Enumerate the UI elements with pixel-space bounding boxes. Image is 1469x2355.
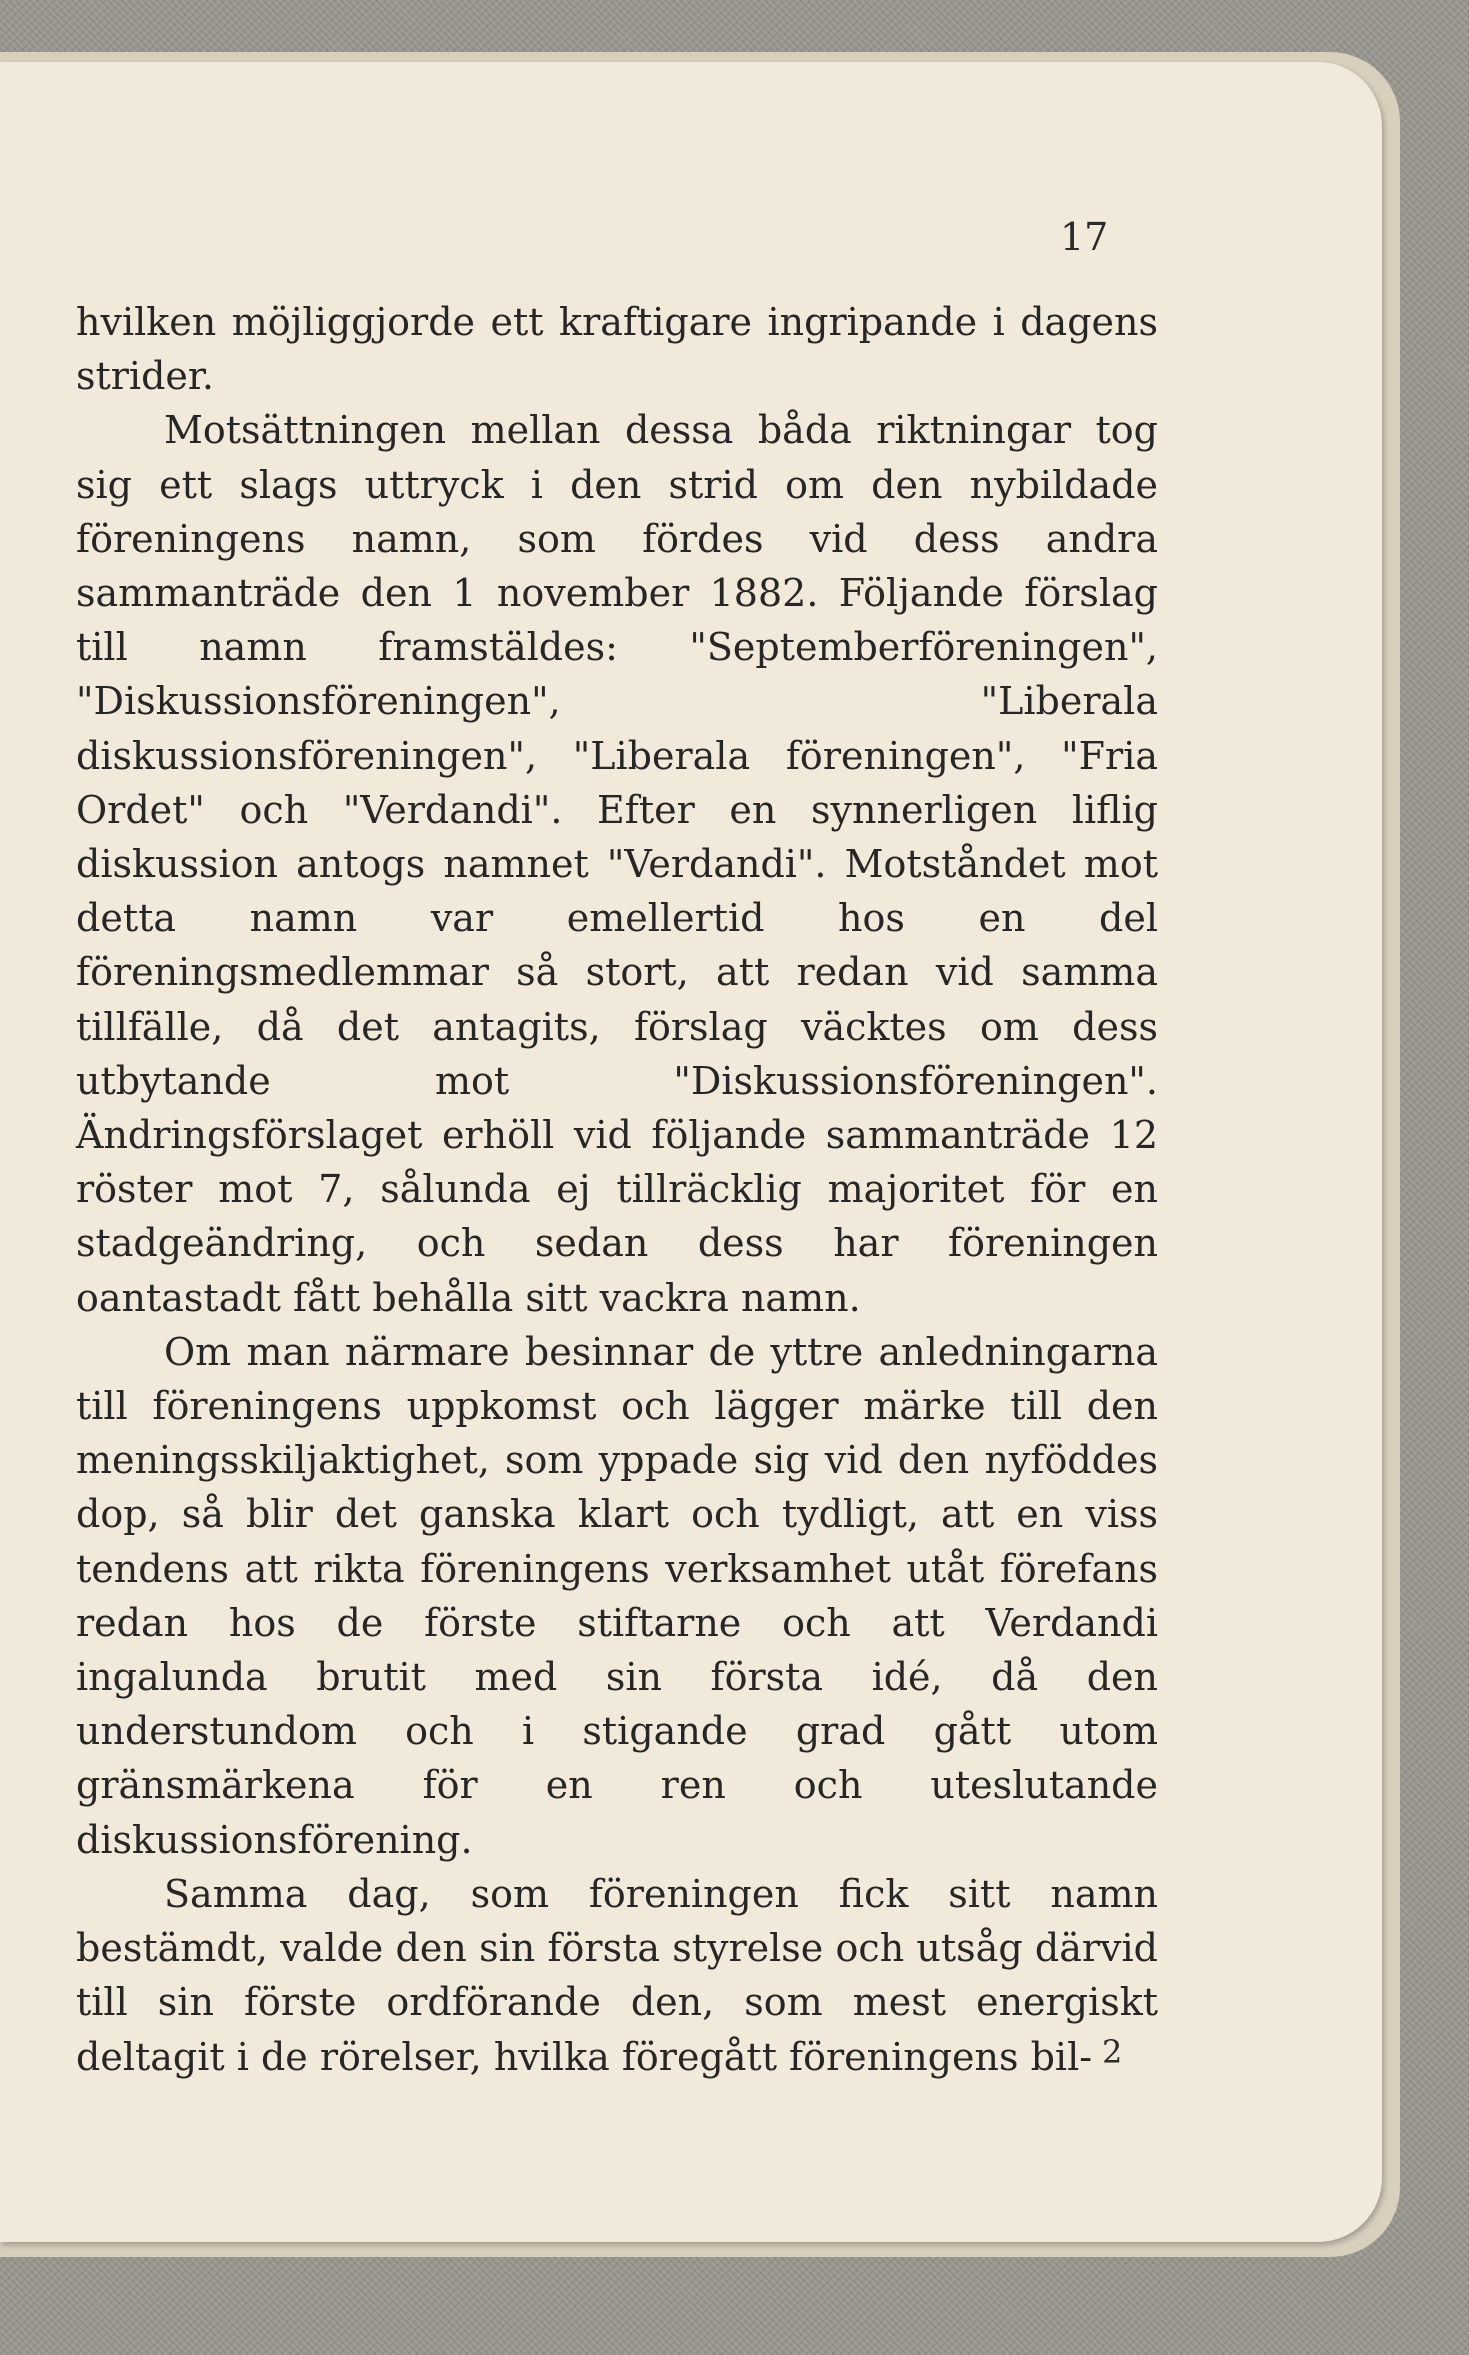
body-text bbox=[76, 295, 1158, 2084]
paragraph-1: hvilken möjliggjorde ett kraftigare ingripande i dagens strider. bbox=[76, 300, 1158, 399]
signature-mark: 2 bbox=[1102, 2033, 1123, 2071]
page-number: 17 bbox=[1060, 215, 1109, 259]
paragraph-4: Samma dag, som föreningen fick sitt namn bestämdt, valde den sin första styrelse och utsåg därvid till sin förste ordförande den, som mest energiskt deltagit i de rörelser, hvilka föregått föreningens bil- bbox=[76, 1871, 1158, 2079]
paragraph-2: Motsättningen mellan dessa båda riktningar tog sig ett slags uttryck i den strid om den nybildade föreningens namn, som fördes vid dess andra sammanträde den 1 november 1882. Följande förslag till namn framstäldes: "Septemberföreningen", "Diskussionsföreningen", "Liberala diskussionsföreningen", "Liberala föreningen", "Fria Ordet" och "Verdandi". Efter en synnerligen liflig diskussion antogs namnet "Verdandi". Motståndet mot detta namn var emellertid hos en del föreningsmedlemmar så stort, att redan vid samma tillfälle, då det antagits, förslag väcktes om dess utbytande mot "Diskussionsföreningen". Ändringsförslaget erhöll vid följande sammanträde 12 röster mot 7, sålunda ej tillräcklig majoritet för en stadgeändring, och sedan dess har föreningen oantastadt fått behålla sitt vackra namn. bbox=[76, 408, 1158, 1320]
paragraph-3: Om man närmare besinnar de yttre anledningarna till föreningens uppkomst och lägger märke till den meningsskiljaktighet, som yppade sig vid den nyföddes dop, så blir det ganska klart och tydligt, att en viss tendens att rikta föreningens verksamhet utåt förefans redan hos de förste stiftarne och att Verdandi ingalunda brutit med sin första idé, då den understundom och i stigande grad gått utom gränsmärkena för en ren och uteslutande diskussionsförening. bbox=[76, 1329, 1158, 1862]
